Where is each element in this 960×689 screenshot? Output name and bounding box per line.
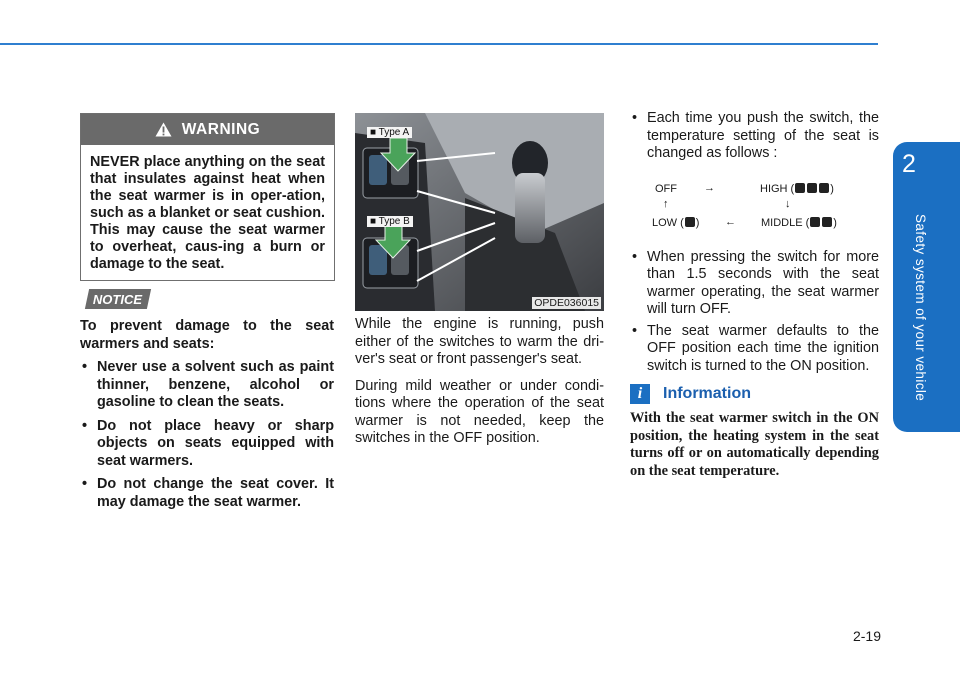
warning-triangle-icon [155,122,172,137]
header-rule [0,43,878,45]
arrow-down: ↓ [785,197,791,210]
type-a-label: ■ Type A [367,127,412,138]
arrow-up: ↑ [663,197,669,210]
settings-bullet: • When pressing the switch for more than 1.5 seconds with the seat warmer operating, the seat warmer will turn OFF. [630,249,879,319]
chapter-title: Safety system of your vehicle [913,214,928,402]
paragraph: While the engine is running, push either of the switches to warm the dri-ver's seat or front passenger's seat. [355,316,604,367]
information-title: Information [663,385,751,402]
heat-icon [819,183,829,193]
operation-text [355,316,604,457]
info-icon: i [630,384,650,404]
level-high-label: HIGH ( [760,182,795,195]
settings-bullet: • The seat warmer defaults to the OFF position each time the ignition switch is turned to the ON position. [630,323,879,376]
seat-warmer-switch-photo [355,113,604,311]
figure-code: OPDE036015 [534,297,599,309]
settings-bullet: • Each time you push the switch, the temperature setting of the seat is changed as follows : [630,110,879,163]
heat-icon [807,183,817,193]
notice-label: NOTICE [93,291,143,307]
warning-header [81,114,334,145]
page-number: 2-19 [852,628,881,644]
heat-icon [822,217,832,227]
warning-box [80,113,335,281]
level-off: OFF [655,182,677,195]
heat-icon [810,217,820,227]
notice-item: • Do not place heavy or sharp objects on seats equipped with seat warmers. [80,418,334,471]
notice-badge [85,289,151,309]
level-high [760,181,834,199]
information-text: With the seat warmer switch in the ON position, the heating system in the seat turns off or on automatically depending on the seat temperature. [630,410,879,479]
information-header [630,384,751,404]
temperature-cycle-diagram [630,167,879,249]
settings-section [630,110,879,379]
notice-section [80,318,334,517]
heat-icon [685,217,695,227]
warning-text: NEVER place anything on the seat that insulates against heat when the seat warmer is in oper-ation, such as a blanket or seat cushion. This may cause the seat warmer to overheat, caus-ing a burn or damage to the seat. [90,154,325,272]
level-middle [761,215,837,233]
heat-icon [795,183,805,193]
notice-intro: To prevent damage to the seat warmers and seats: [80,318,334,352]
warning-title: WARNING [181,120,261,138]
console-illustration [355,113,604,311]
notice-item: • Never use a solvent such as paint thinner, benzene, alcohol or gasoline to clean the seats. [80,359,334,412]
paren-close: ) [833,216,837,229]
paragraph: During mild weather or under condi-tions where the operation of the seat warmer is not needed, keep the switches in the OFF position. [355,377,604,446]
chapter-number: 2 [902,150,916,178]
level-low [652,215,699,233]
level-middle-label: MIDDLE ( [761,216,810,229]
arrow-right: → [704,181,715,194]
notice-item: • Do not change the seat cover. It may damage the seat warmer. [80,476,334,511]
level-low-label: LOW ( [652,216,684,229]
paren-close: ) [695,216,700,229]
arrow-left: ← [725,215,736,228]
type-b-label: ■ Type B [367,216,413,227]
paren-close: ) [830,182,834,195]
